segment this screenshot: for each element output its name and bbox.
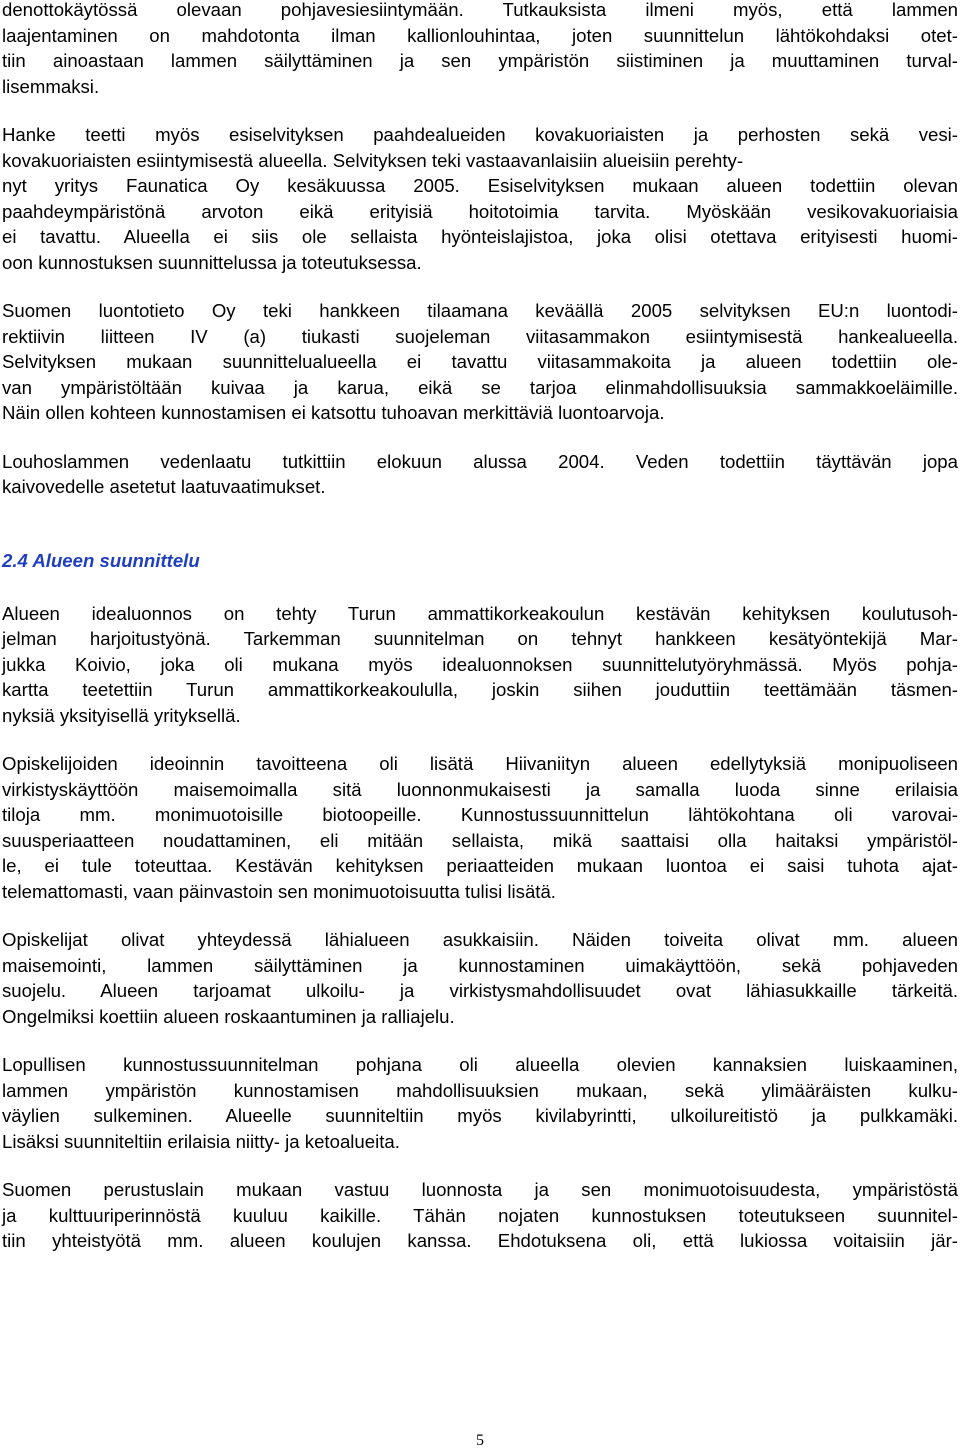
text-line: suojelu. Alueen tarjoamat ulkoilu- ja virkistysmahdollisuudet ovat lähiasukkaille tärkeitä. — [2, 980, 958, 1001]
text-line: maisemointi, lammen säilyttäminen ja kunnostaminen uimakäyttöön, sekä pohjaveden — [2, 954, 958, 976]
text-line: denottokäytössä olevaan pohjavesiesiintymään. Tutkauksista ilmeni myös, että lammen — [2, 0, 958, 20]
section-title: Alueen suunnittelu — [32, 549, 200, 571]
text-line: oon kunnostuksen suunnittelussa ja toteutuksessa. — [2, 251, 422, 273]
paragraph — [2, 1052, 958, 1154]
text-line: tiloja mm. monimuotoisille biotoopeille. Kunnostussuunnittelun lähtökohtana oli varovai- — [2, 804, 958, 825]
text-line: Lisäksi suunniteltiin erilaisia niitty- ja ketoalueita. — [2, 1130, 400, 1152]
text-line: lammen ympäristön kunnostamisen mahdollisuuksien mukaan, sekä ylimääräisten kulku- — [2, 1079, 958, 1101]
text-line: Suomen perustuslain mukaan vastuu luonnosta ja sen monimuotoisuudesta, ympäristöstä — [2, 1179, 958, 1200]
text-line: rektiivin liitteen IV (a) tiukasti suojeleman viitasammakon esiintymisestä hankealueella. — [2, 325, 958, 347]
text-line: van ympäristöltään kuivaa ja karua, eikä se tarjoa elinmahdollisuuksia sammakkoeläimille. — [2, 376, 958, 398]
text-line: jelman harjoitustyönä. Tarkemman suunnitelman on tehnyt hankkeen kesätyöntekijä Mar- — [2, 628, 958, 649]
text-line: virkistyskäyttöön maisemoimalla sitä luonnonmukaisesti ja samalla luoda sinne erilaisia — [2, 778, 958, 800]
text-line: Suomen luontotieto Oy teki hankkeen tilaamana keväällä 2005 selvityksen EU:n luontodi- — [2, 300, 958, 321]
text-line: Opiskelijoiden ideoinnin tavoitteena oli lisätä Hiivaniityn alueen edellytyksiä monipuoliseen — [2, 753, 958, 774]
paragraph — [2, 449, 958, 500]
text-line: ja kulttuuriperinnöstä kuuluu kaikille. Tähän nojaten kunnostuksen toteutukseen suunnitel- — [2, 1204, 958, 1226]
paragraph — [2, 601, 958, 729]
text-line: Alueen idealuonnos on tehty Turun ammattikorkeakoulun kestävän kehityksen koulutusoh- — [2, 602, 958, 624]
text-line: kartta teetettiin Turun ammattikorkeakoululla, joskin siihen jouduttiin teettämään täsmen- — [2, 679, 958, 700]
paragraph — [2, 1177, 958, 1254]
text-line: ei tavattu. Alueella ei siis ole sellaista hyönteislajistoa, joka olisi otettava erityisesti huomi- — [2, 226, 958, 247]
text-line: le, ei tule toteuttaa. Kestävän kehityksen periaatteiden mukaan luontoa ei saisi tuhota ajat- — [2, 855, 958, 876]
paragraph — [2, 122, 958, 275]
text-line: nyt yritys Faunatica Oy kesäkuussa 2005. Esiselvityksen mukaan alueen todettiin olevan — [2, 175, 958, 196]
text-line: Louhoslammen vedenlaatu tutkittiin elokuun alussa 2004. Veden todettiin täyttävän jopa — [2, 450, 958, 472]
text-line: jukka Koivio, joka oli mukana myös idealuonnoksen suunnittelutyöryhmässä. Myös pohja- — [2, 653, 958, 675]
text-line: suusperiaatteen noudattaminen, eli mitään sellaista, mikä saattaisi olla haitaksi ympäristöl- — [2, 829, 958, 851]
text-line: tiin ainoastaan lammen säilyttäminen ja sen ympäristön siistiminen ja muuttaminen turval- — [2, 50, 958, 71]
text-line: paahdeympäristönä arvoton eikä erityisiä hoitotoimia tarvita. Myöskään vesikovakuoriaisia — [2, 200, 958, 222]
paragraph — [2, 0, 958, 99]
text-line: Ongelmiksi koettiin alueen roskaantuminen ja ralliajelu. — [2, 1005, 455, 1027]
section-heading — [2, 548, 958, 574]
paragraph — [2, 298, 958, 426]
text-line: lisemmaksi. — [2, 75, 100, 97]
paragraph — [2, 927, 958, 1029]
text-line: Hanke teetti myös esiselvityksen paahdealueiden kovakuoriaisten ja perhosten sekä vesi- — [2, 124, 958, 145]
text-line: laajentaminen on mahdotonta ilman kallionlouhintaa, joten suunnittelun lähtökohdaksi otet- — [2, 24, 958, 46]
document-page — [2, 0, 958, 1254]
text-line: telemattomasti, vaan päinvastoin sen monimuotoisuutta tulisi lisätä. — [2, 880, 556, 902]
text-line: kaivovedelle asetetut laatuvaatimukset. — [2, 476, 326, 497]
text-line: väylien sulkeminen. Alueelle suunniteltiin myös kivilabyrintti, ulkoilureitistö ja pulkkamäki. — [2, 1105, 958, 1126]
text-line: Opiskelijat olivat yhteydessä lähialueen asukkaisiin. Näiden toiveita olivat mm. alueen — [2, 929, 958, 950]
text-line: tiin yhteistyötä mm. alueen koulujen kanssa. Ehdotuksena oli, että lukiossa voitaisiin jär- — [2, 1230, 958, 1251]
text-line: kovakuoriaisten esiintymisestä alueella. Selvityksen teki vastaavanlaisiin alueisiin perehty- — [2, 149, 744, 171]
text-line: Selvityksen mukaan suunnittelualueella ei tavattu viitasammakoita ja alueen todettiin ole- — [2, 351, 958, 372]
section-number: 2.4 — [2, 549, 28, 571]
text-line: Lopullisen kunnostussuunnitelman pohjana oli alueella olevien kannaksien luiskaaminen, — [2, 1054, 958, 1075]
paragraph — [2, 751, 958, 904]
page-number: 5 — [476, 1432, 484, 1449]
text-line: nyksiä yksityisellä yrityksellä. — [2, 704, 241, 726]
text-line: Näin ollen kohteen kunnostamisen ei katsottu tuhoavan merkittäviä luontoarvoja. — [2, 402, 665, 423]
